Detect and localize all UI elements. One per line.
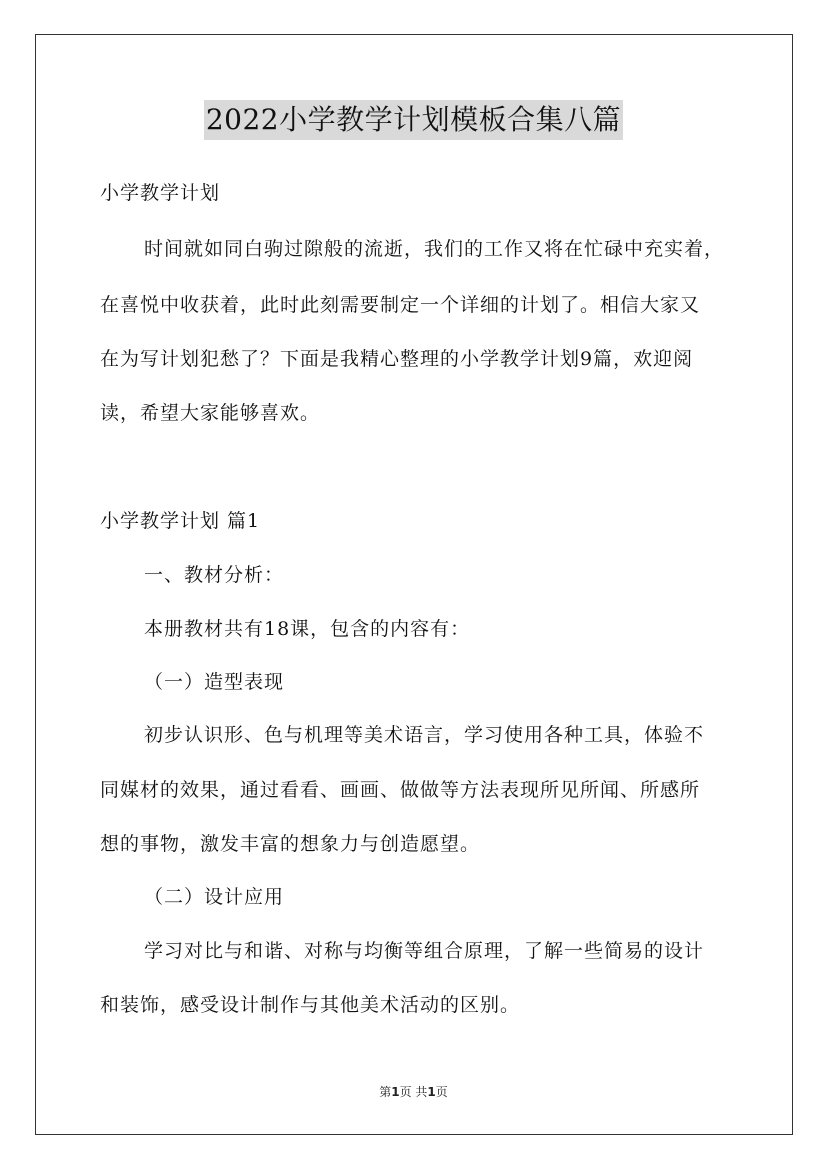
paragraph-line: 本册教材共有18课，包含的内容有： [144,618,471,640]
section-heading: 小学教学计划 篇1 [100,510,261,532]
footer-page-total: 1 [427,1085,436,1099]
footer-page-current: 1 [391,1085,400,1099]
footer-prefix: 第 [379,1085,392,1099]
subsection-heading: 一、教材分析： [144,564,285,586]
paragraph-line: 和装饰，感受设计制作与其他美术活动的区别。 [100,994,521,1016]
paragraph-line: 初步认识形、色与机理等美术语言，学习使用各种工具，体验不 [144,724,705,746]
subsection-heading: （二）设计应用 [144,886,285,908]
section-heading: 小学教学计划 [100,182,221,204]
paragraph-line: 想的事物，激发丰富的想象力与创造愿望。 [100,833,481,855]
document-title: 2022小学教学计划模板合集八篇 [204,100,623,140]
paragraph-line: 在喜悦中收获着，此时此刻需要制定一个详细的计划了。相信大家又 [100,294,701,316]
paragraph-line: 同媒材的效果，通过看看、画画、做做等方法表现所见所闻、所感所 [100,779,701,801]
paragraph-line: 读，希望大家能够喜欢。 [100,402,321,424]
paragraph-line: 在为写计划犯愁了？下面是我精心整理的小学教学计划9篇，欢迎阅 [100,348,694,370]
paragraph-line: 学习对比与和谐、对称与均衡等组合原理，了解一些简易的设计 [144,940,705,962]
footer-suffix: 页 [435,1085,448,1099]
paragraph-line: 时间就如同白驹过隙般的流逝，我们的工作又将在忙碌中充实着， [144,238,725,260]
subsection-heading: （一）造型表现 [144,671,285,693]
page-footer [0,1084,827,1100]
title-container [0,100,827,140]
footer-mid: 页 共 [399,1085,428,1099]
